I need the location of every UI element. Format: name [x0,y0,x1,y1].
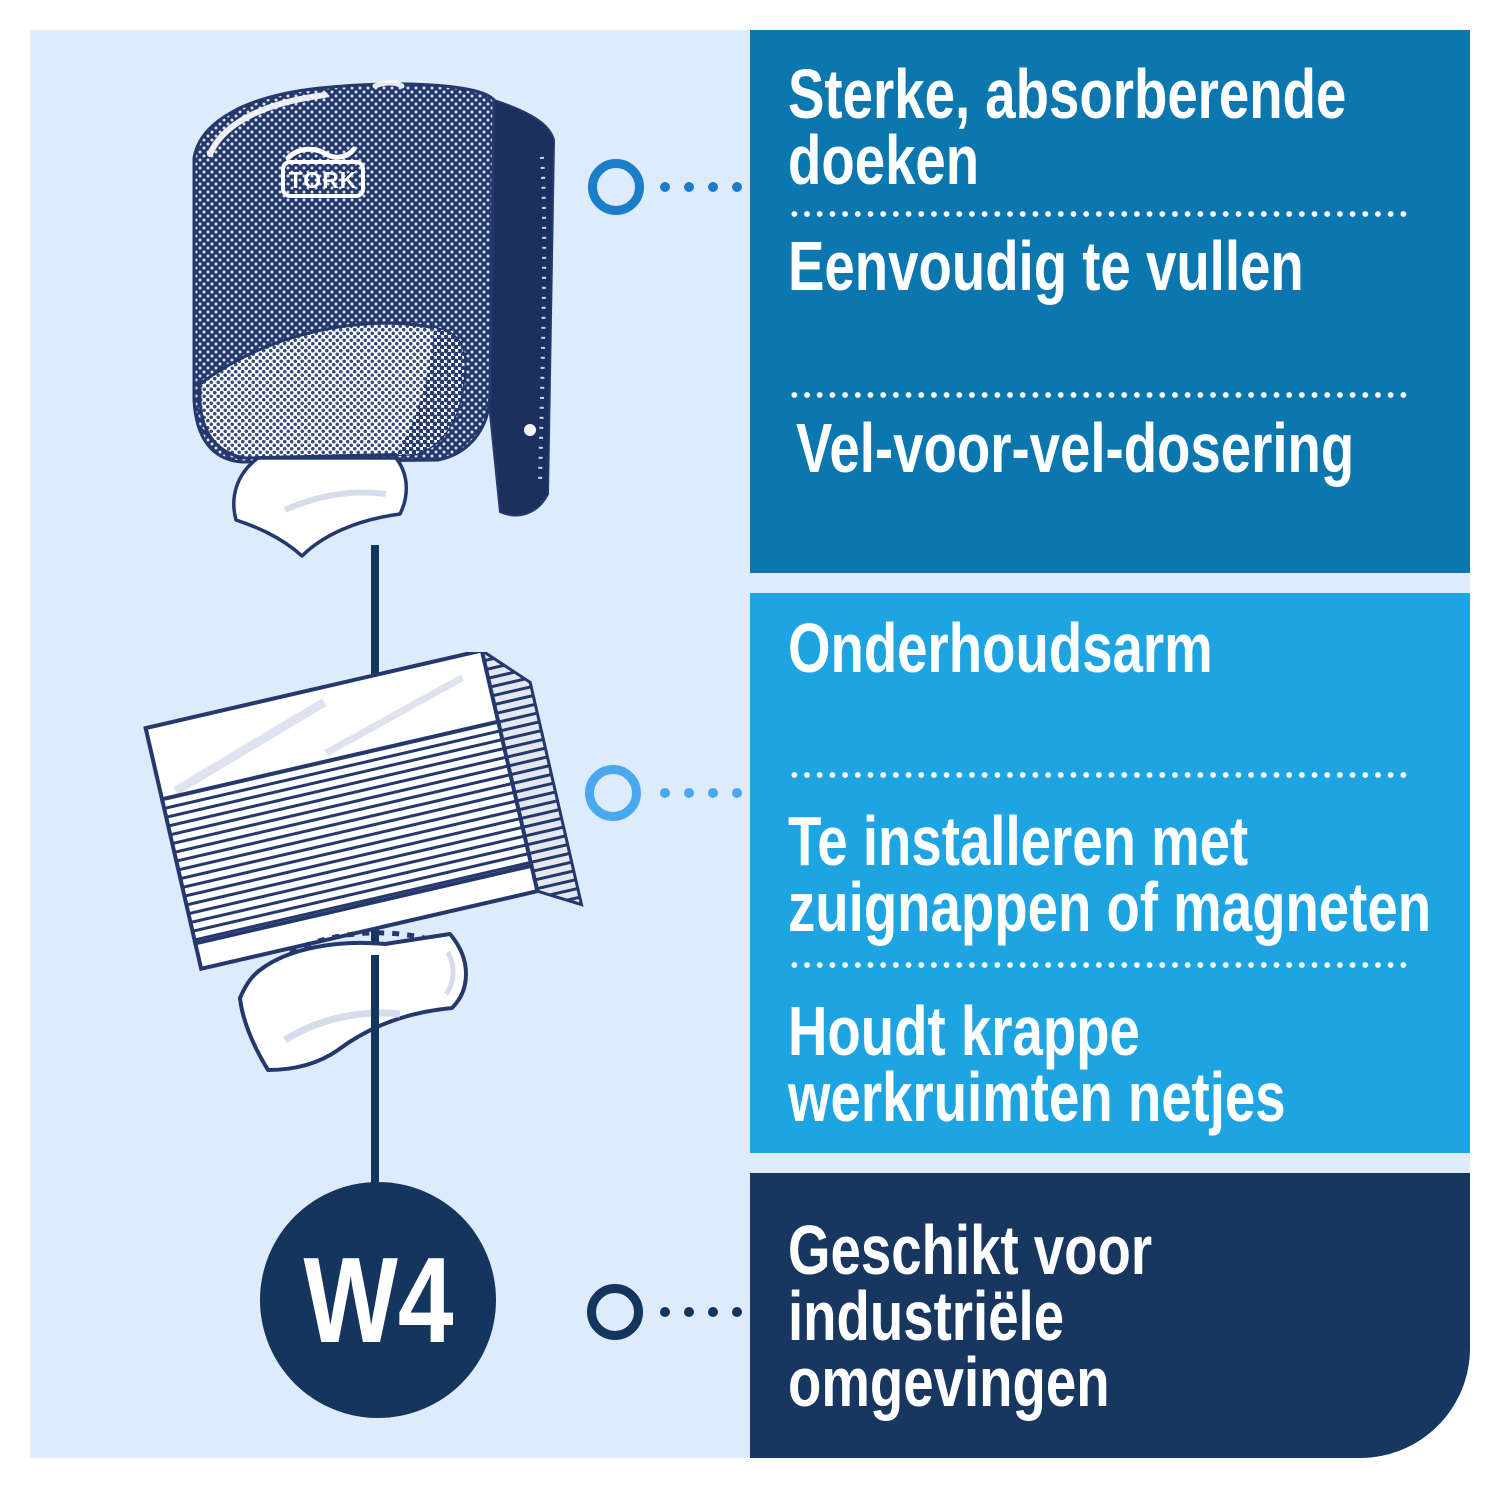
dot [732,182,742,192]
dotted-divider [788,772,1410,778]
w4-badge-label: W4 [302,1232,454,1368]
dot [708,1307,718,1317]
dispenser-towel [234,458,406,556]
callout-ring-middle [585,765,641,821]
dot [732,1307,742,1317]
w4-badge [260,1182,496,1418]
feature-text: Onderhoudsarm [788,609,1213,687]
feature-panel-dispensing [750,30,1470,573]
dot [660,182,670,192]
dot [684,1307,694,1317]
dot [732,788,742,798]
dot [660,1307,670,1317]
callout-ring-top [588,159,644,215]
feature-text: Sterke, absorberende doeken [788,55,1347,199]
feature-text: Eenvoudig te vullen [788,227,1304,305]
callout-dots-middle [660,788,742,798]
feature-text: Geschikt voor industriële omgevingen [788,1211,1153,1421]
dotted-divider [788,392,1410,398]
callout-dots-bottom [660,1307,742,1317]
feature-text: Te installeren met zuignappen of magneten [788,802,1432,946]
connector-line-lower [371,955,379,1185]
feature-text: Houdt krappe werkruimten netjes [788,992,1286,1136]
dispenser-illustration [150,62,590,567]
hanging-wipe [240,934,466,1070]
dotted-divider [788,211,1410,217]
dot [684,182,694,192]
feature-panel-maintenance [750,593,1470,1153]
tork-logo-text: TORK [288,167,358,193]
feature-panel-industrial [750,1173,1470,1458]
dot [660,788,670,798]
dot [684,788,694,798]
dot [708,182,718,192]
feature-text: Vel-voor-vel-dosering [796,409,1355,487]
callout-ring-bottom [587,1284,643,1340]
wiper-stack-illustration [100,652,590,1072]
dot [708,788,718,798]
callout-dots-top [660,182,742,192]
dotted-divider [788,962,1410,968]
